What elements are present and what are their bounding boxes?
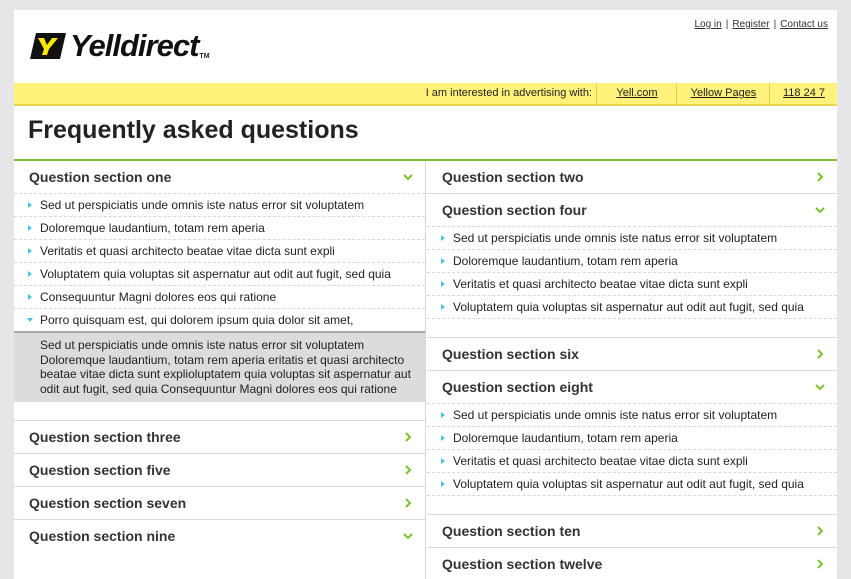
- tab-118-24-7[interactable]: 118 24 7: [769, 83, 837, 104]
- question-list: [14, 193, 425, 331]
- bullet-arrow-icon: [441, 412, 445, 418]
- bullet-arrow-icon: [441, 258, 445, 264]
- question-list: [427, 403, 837, 495]
- question-item[interactable]: [14, 216, 425, 239]
- question-text: Doloremque laudantium, totam rem aperia: [453, 254, 678, 268]
- bullet-arrow-icon: [28, 271, 32, 277]
- section-header[interactable]: [14, 161, 425, 193]
- question-item[interactable]: [427, 295, 837, 318]
- section-header[interactable]: [14, 520, 425, 552]
- yell-logo-icon: [30, 31, 66, 61]
- faq-section-two: [427, 161, 837, 194]
- faq-section-three: [14, 421, 425, 454]
- section-title: Question section five: [29, 462, 171, 478]
- faq-section-seven: [14, 487, 425, 520]
- section-header[interactable]: [14, 421, 425, 453]
- question-item[interactable]: [14, 262, 425, 285]
- question-item[interactable]: [427, 403, 837, 426]
- chevron-down-icon: [403, 531, 413, 541]
- section-header[interactable]: [14, 454, 425, 486]
- faq-section-one: [14, 161, 425, 421]
- page: [14, 10, 837, 579]
- section-header[interactable]: [14, 487, 425, 519]
- question-text: Sed ut perspiciatis unde omnis iste natus error sit voluptatem: [453, 408, 778, 422]
- section-header[interactable]: [427, 515, 837, 547]
- advertising-bar: [14, 83, 837, 106]
- chevron-right-icon: [403, 465, 413, 475]
- question-item[interactable]: [14, 285, 425, 308]
- bullet-arrow-icon: [28, 294, 32, 300]
- contact-link[interactable]: Contact us: [780, 19, 828, 30]
- column-divider: [425, 161, 426, 579]
- chevron-right-icon: [815, 349, 825, 359]
- top-links: [694, 19, 828, 30]
- chevron-right-icon: [815, 172, 825, 182]
- question-text: Voluptatem quia voluptas sit aspernatur aut odit aut fugit, sed quia: [453, 300, 804, 314]
- chevron-right-icon: [403, 498, 413, 508]
- register-link[interactable]: Register: [732, 19, 770, 30]
- faq-section-eight: [427, 371, 837, 515]
- question-text: Voluptatem quia voluptas sit aspernatur aut odit aut fugit, sed quia: [40, 267, 391, 281]
- bullet-arrow-icon: [441, 481, 445, 487]
- question-item[interactable]: [427, 249, 837, 272]
- chevron-down-icon: [815, 205, 825, 215]
- question-text: Doloremque laudantium, totam rem aperia: [40, 221, 265, 235]
- faq-section-six: [427, 338, 837, 371]
- faq-section-five: [14, 454, 425, 487]
- chevron-right-icon: [403, 432, 413, 442]
- tab-yell-com[interactable]: Yell.com: [596, 83, 677, 104]
- chevron-right-icon: [815, 559, 825, 569]
- question-item[interactable]: [14, 239, 425, 262]
- chevron-down-icon: [815, 382, 825, 392]
- chevron-down-icon: [403, 172, 413, 182]
- separator: |: [773, 19, 777, 30]
- section-header[interactable]: [427, 161, 837, 193]
- question-text: Sed ut perspiciatis unde omnis iste natus error sit voluptatem: [40, 198, 365, 212]
- bullet-arrow-icon: [28, 248, 32, 254]
- yelldirect-logo[interactable]: [30, 30, 210, 62]
- question-text: Veritatis et quasi architecto beatae vitae dicta sunt expli: [40, 244, 335, 258]
- section-title: Question section six: [442, 346, 579, 362]
- question-text: Porro quisquam est, qui dolorem ipsum quia dolor sit amet,: [40, 313, 354, 327]
- separator: |: [725, 19, 729, 30]
- section-title: Question section twelve: [442, 556, 603, 572]
- bullet-arrow-icon: [28, 202, 32, 208]
- section-header[interactable]: [427, 194, 837, 226]
- question-item[interactable]: [427, 272, 837, 295]
- section-spacer: [14, 402, 425, 420]
- section-spacer: [427, 495, 837, 514]
- question-text: Voluptatem quia voluptas sit aspernatur aut odit aut fugit, sed quia: [453, 477, 804, 491]
- faq-right-column: [427, 161, 837, 579]
- trademark: TM: [199, 53, 210, 60]
- faq-section-nine: [14, 520, 425, 552]
- page-title: Frequently asked questions: [28, 116, 359, 144]
- question-item[interactable]: [427, 226, 837, 249]
- question-item-expanded[interactable]: [14, 308, 425, 331]
- section-title: Question section ten: [442, 523, 581, 539]
- login-link[interactable]: Log in: [694, 19, 722, 30]
- faq-left-column: [14, 161, 425, 552]
- section-title: Question section two: [442, 169, 584, 185]
- section-title: Question section four: [442, 202, 587, 218]
- section-title: Question section three: [29, 429, 181, 445]
- bullet-arrow-icon: [441, 458, 445, 464]
- bullet-arrow-icon: [28, 225, 32, 231]
- chevron-right-icon: [815, 526, 825, 536]
- faq-section-twelve: [427, 548, 837, 579]
- section-title: Question section one: [29, 169, 172, 185]
- question-text: Veritatis et quasi architecto beatae vitae dicta sunt expli: [453, 277, 748, 291]
- section-title: Question section eight: [442, 379, 593, 395]
- question-item[interactable]: [427, 426, 837, 449]
- question-text: Sed ut perspiciatis unde omnis iste natus error sit voluptatem: [453, 231, 778, 245]
- section-header[interactable]: [427, 371, 837, 403]
- faq-section-four: [427, 194, 837, 338]
- section-header[interactable]: [427, 338, 837, 370]
- question-item[interactable]: [427, 472, 837, 495]
- faq-section-ten: [427, 515, 837, 548]
- section-header[interactable]: [427, 548, 837, 579]
- section-title: Question section seven: [29, 495, 187, 511]
- bullet-arrow-icon: [441, 235, 445, 241]
- question-item[interactable]: [427, 449, 837, 472]
- question-item[interactable]: [14, 193, 425, 216]
- answer-panel: Sed ut perspiciatis unde omnis iste natus error sit voluptatem Doloremque laudantium, totam rem aperia eritatis et quasi architecto beatae vitae dicta sunt explioluptatem quia voluptas sit aspernatur aut odit aut fugit, sed quia Consequuntur Magni dolores eos qui ratione: [14, 331, 425, 402]
- bullet-arrow-down-icon: [27, 318, 33, 322]
- tab-yellow-pages[interactable]: Yellow Pages: [676, 83, 770, 104]
- bullet-arrow-icon: [441, 435, 445, 441]
- question-text: Doloremque laudantium, totam rem aperia: [453, 431, 678, 445]
- advertising-label: I am interested in advertising with:: [425, 87, 592, 99]
- bullet-arrow-icon: [441, 304, 445, 310]
- question-text: Consequuntur Magni dolores eos qui ratione: [40, 290, 277, 304]
- brand-name: Yelldirect: [70, 28, 199, 63]
- section-title: Question section nine: [29, 528, 176, 544]
- bullet-arrow-icon: [441, 281, 445, 287]
- section-spacer: [427, 318, 837, 337]
- question-text: Veritatis et quasi architecto beatae vitae dicta sunt expli: [453, 454, 748, 468]
- question-list: [427, 226, 837, 318]
